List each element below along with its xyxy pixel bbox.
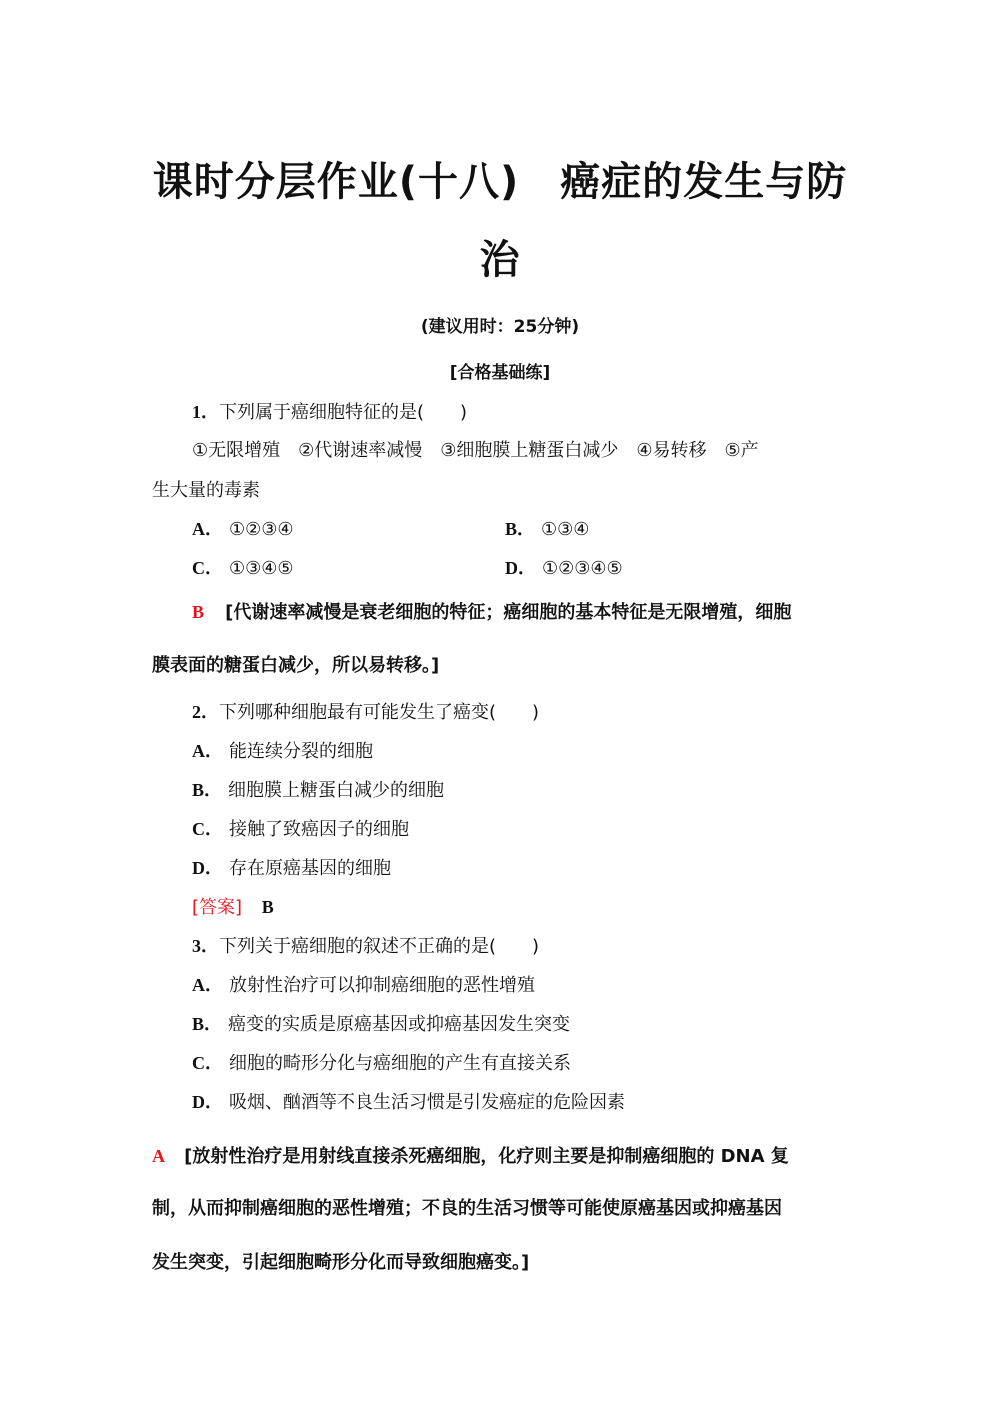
section-label: [合格基础练]	[449, 363, 551, 383]
question-3-explanation-line3: 发生突变，引起细胞畸形分化而导致细胞癌变。]	[152, 1252, 530, 1273]
suggested-time: (建议用时：25分钟)	[420, 317, 580, 337]
option-a	[192, 971, 535, 997]
question-1-explanation-line2: 膜表面的糖蛋白减少，所以易转移。]	[152, 655, 440, 676]
option-b	[192, 1010, 570, 1036]
question-1-items-line1: ①无限增殖 ②代谢速率减慢 ③细胞膜上糖蛋白减少 ④易转移 ⑤产	[192, 440, 759, 461]
option-d	[505, 554, 623, 580]
question-text: 下列属于癌细胞特征的是( )	[219, 402, 468, 423]
option-a	[192, 515, 294, 541]
question-text: 下列关于癌细胞的叙述不正确的是( )	[219, 936, 540, 957]
page-title-line2: 治	[479, 237, 521, 283]
option-letter: C．	[192, 819, 223, 839]
option-b	[505, 515, 589, 541]
option-letter: C．	[192, 1053, 223, 1073]
question-1-explanation-line1	[192, 598, 791, 624]
option-d	[192, 1088, 625, 1114]
option-text: 能连续分裂的细胞	[229, 741, 373, 762]
explanation-text: [代谢速率减慢是衰老细胞的特征；癌细胞的基本特征是无限增殖，细胞	[225, 602, 792, 623]
option-letter: A．	[192, 741, 223, 761]
option-letter: D．	[192, 1092, 223, 1112]
option-text: ①②③④⑤	[542, 558, 623, 579]
option-letter: A．	[192, 519, 223, 539]
option-letter: D．	[192, 858, 223, 878]
option-letter: A．	[192, 975, 223, 995]
option-c	[192, 554, 294, 580]
option-text: ①③④⑤	[229, 558, 294, 579]
option-d	[192, 854, 391, 880]
answer-letter: B	[192, 602, 205, 622]
option-text: 放射性治疗可以抑制癌细胞的恶性增殖	[229, 975, 535, 996]
question-3-explanation-line2: 制，从而抑制癌细胞的恶性增殖；不良的生活习惯等可能使原癌基因或抑癌基因	[152, 1198, 782, 1219]
page-title-line1: 课时分层作业(十八) 癌症的发生与防	[152, 159, 848, 205]
option-text: ①③④	[541, 519, 590, 540]
option-letter: B．	[505, 519, 536, 539]
question-number: 3．	[192, 936, 219, 956]
option-letter: B．	[192, 1014, 223, 1034]
answer-letter: B	[261, 897, 274, 917]
question-2-stem	[192, 698, 539, 724]
question-1-items-line2: 生大量的毒素	[152, 480, 260, 501]
question-text: 下列哪种细胞最有可能发生了癌变( )	[219, 702, 540, 723]
option-letter: B．	[192, 780, 223, 800]
option-text: 细胞的畸形分化与癌细胞的产生有直接关系	[229, 1053, 571, 1074]
option-text: 细胞膜上糖蛋白减少的细胞	[228, 780, 445, 801]
option-text: ①②③④	[229, 519, 294, 540]
question-number: 2．	[192, 702, 219, 722]
option-letter: C．	[192, 558, 223, 578]
option-c	[192, 1049, 571, 1075]
option-text: 存在原癌基因的细胞	[229, 858, 391, 879]
option-b	[192, 776, 444, 802]
question-2-answer	[192, 893, 274, 919]
option-c	[192, 815, 409, 841]
question-3-stem	[192, 932, 539, 958]
option-text: 接触了致癌因子的细胞	[229, 819, 409, 840]
explanation-text: [放射性治疗是用射线直接杀死癌细胞，化疗则主要是抑制癌细胞的 DNA 复	[184, 1146, 789, 1167]
question-number: 1．	[192, 402, 219, 422]
option-text: 癌变的实质是原癌基因或抑癌基因发生突变	[228, 1014, 571, 1035]
question-1-stem	[192, 398, 467, 424]
answer-letter: A	[152, 1146, 165, 1166]
option-a	[192, 737, 373, 763]
option-text: 吸烟、酗酒等不良生活习惯是引发癌症的危险因素	[229, 1092, 625, 1113]
option-letter: D．	[505, 558, 536, 578]
answer-label: [答案]	[192, 897, 243, 918]
question-3-explanation-line1	[152, 1142, 789, 1168]
